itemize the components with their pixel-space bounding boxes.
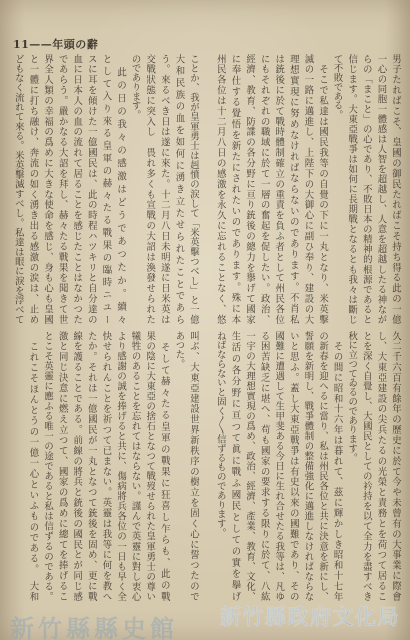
text-column: として入り來る皇軍の赫々たる戰果の臨時ニユー <box>100 54 112 324</box>
text-column: であらう。嚴かなる大詔を拜し、赫々たる戰果を聞きて世 <box>56 54 68 324</box>
page-header: 11——年頭の辭 <box>13 38 99 51</box>
text-column: 理想實現に努めなければならないのであります。不肖私 <box>287 54 299 324</box>
text-column: 血に日本人の血の流れて居ることを感じたことはなかつた <box>71 54 83 324</box>
text-column: 州民各位は十二月八日の感激を永久に忘れることなく、悠 <box>214 54 226 324</box>
text-column: その間に昭和十六年は暮れて、茲に輝かしき昭和十七年 <box>331 331 343 601</box>
text-column: は銃後に於て戰時體制確立の重責を負ふ者として州民各位 <box>273 54 285 324</box>
text-column: 一心の同胞一體感は人智を超越し、人意を超越したる神なが <box>375 54 387 324</box>
text-column: そして赫々たる皇軍の戰果に狂喜し乍らも、此の戰 <box>158 331 170 601</box>
text-column: たか。それは一億國民が一丸となつて銃後を固め、更に戰 <box>85 331 97 601</box>
text-block-right-lower <box>212 331 402 601</box>
text-column: 國難に遭遇して生甲斐ある今日に生れ合せたる我等は、凡ゆ <box>273 331 285 601</box>
text-column: にもそれぞれの職域に於て一層の奮起を促したい。政治、 <box>258 54 270 324</box>
text-column: 秋に立つてゐるのであります。 <box>346 331 358 463</box>
text-column: 線を護ることである。前線の將兵と銃後の國民とが同じ感 <box>71 331 83 601</box>
text-column: 果の陰に大東亞の捨石となつて戰歿せられた皇軍勇士の尊い <box>144 331 156 601</box>
text-column: 交戰狀態に突入し 畏れ多くも宣戰の大詔は渙發せられた <box>144 54 156 324</box>
text-column: 犧牲のあることを忘れてはならない。謹んで英靈に對し衷心 <box>129 331 141 601</box>
text-column: より感謝の誠を捧げると共に、傷病將兵各位の一日も早く全 <box>115 331 127 601</box>
text-column: 久二千六百有餘年の歷史に於て今や未曾有の大事業に際會 <box>390 331 401 601</box>
text-column: の新春を迎へるに當り、私は州民各位と共に決意を新にし、 <box>317 331 329 601</box>
text-column: そこで私達は國民我等の自覺の下に一丸となり、米英擊 <box>317 54 329 324</box>
text-block-left-upper <box>10 54 200 324</box>
text-column: ことか、我が皇軍勇士は赳憤の涙して「米英擊つべし」と一億 <box>188 54 199 324</box>
text-column: 叫ぶ、大東亞建設世界新秩序の樹立を固く心に誓つたので <box>188 331 199 601</box>
text-column: 此の日の我々の感激はどうであつたか。續々 <box>115 54 127 324</box>
text-column: 界全人類の幸福の爲めに大きな使命を感じ、身も心も皇國 <box>42 54 54 324</box>
text-block-right-upper <box>212 54 402 324</box>
text-column: ねばならないと固く〳〵信ずるものであります。 <box>214 331 226 538</box>
text-column: 誓願を新明し、戰爭體制の整備強化に邁進しなければならな <box>302 331 314 601</box>
text-column: 激と同じ決意に燃え立つて、國家の爲めに總てを捧げるこ <box>56 331 68 601</box>
text-column: らの「まこと」の心であり、不敗日本の精神的根源であると <box>360 54 372 324</box>
text-column: し、大東亞建設の尖兵たるの光榮と責務とを荷つて居るこ <box>375 331 387 601</box>
text-column: 經濟、教育、防諜の各分野に亘り銃後の總力を擧げて國家 <box>244 54 256 324</box>
text-column: あつた。 <box>173 331 185 369</box>
watermark-culture-bureau: 新竹縣政府文化局 <box>220 604 400 629</box>
text-column: る困苦缺乏に堪へ、苟も國家の要求する限りに於て、八紘 <box>258 331 270 601</box>
text-column: いと思ふ。蓋し大東亞戰爭は有史以來の國難であり、その <box>287 331 299 601</box>
text-column: とを深く自覺し、大國民としての衿持を以て全力を盡すべき <box>360 331 372 601</box>
text-column: のであります。 <box>129 54 141 120</box>
text-column: 信じます。大東亞戰爭は如何に長期戰となるとも我々は斷じ <box>346 54 358 324</box>
text-column: 生活の各分野に亘つて眞に戰ふ國民としての實を擧げ <box>229 331 241 601</box>
text-column: と一體に打ち融け、奔流の如く湧き出る感激の涙は、止め <box>27 54 39 324</box>
text-column: て不敗である。 <box>331 54 343 120</box>
watermark-county-history-hall: 新竹縣縣史館 <box>10 614 178 640</box>
text-column: これこそほんとうの一億一心といふものである。 大和 <box>27 331 39 601</box>
text-column: 男子たればこそ、皇國の御民たればこそ持ち得る此の一億 <box>390 54 401 324</box>
text-column: とこそ英靈に應ふる唯一の途であると私は信ずるのである。 <box>42 331 54 601</box>
text-column: に奉仕する覺悟を新たにされたいのであります。殊に本 <box>229 54 241 324</box>
text-column: 快せられんことを祈つて已まない。英靈は我等に何を教へ <box>100 331 112 601</box>
text-column: 一宇の大理想實現の爲め、政治、經濟、產業、教育、文化、 <box>244 331 256 601</box>
text-column: スに耳を傾けた一億國民は、此の時程ハツキリと自分達の <box>85 54 97 324</box>
text-column: 滅の一路に邁進し、上陛下の大御心に副ひ奉り、建設の大 <box>302 54 314 324</box>
text-column: 大和民族の血を如何に湧き立たせられたことであら <box>173 54 185 324</box>
text-column: う。來るべき日は遂に來た。十二月八日未明遂に日米英は <box>158 54 170 324</box>
text-column: どもなく流れて來る。米英擊滅すべし。私達は眼に淚を浮べて <box>12 54 24 324</box>
text-block-left-lower <box>10 331 200 601</box>
